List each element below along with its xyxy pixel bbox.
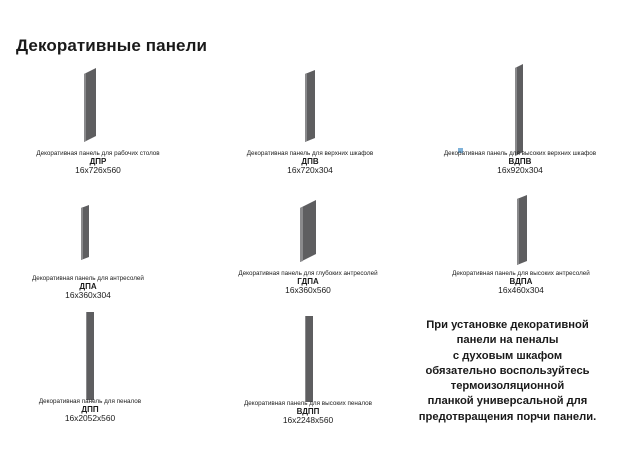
panel-code: ВДПА xyxy=(509,277,533,287)
installation-note: При установке декоративной панели на пеналы с духовым шкафом обязательно воспользуйтесь термоизоляционной планкой универсальной для предотвращения порчи панели. xyxy=(418,319,597,423)
panel-description: Декоративная панель для пеналов xyxy=(38,398,142,405)
panel-size: 16х726х560 xyxy=(75,165,121,176)
panel-code: ВДПВ xyxy=(508,157,532,167)
panel-code: ДПР xyxy=(89,157,107,167)
panel-size: 16х360х560 xyxy=(285,285,331,296)
panel-image-dpr xyxy=(78,68,102,142)
panel-image-dpp xyxy=(85,312,95,400)
panel-code: ДПП xyxy=(81,405,99,415)
panel-image-dpa xyxy=(78,205,92,260)
panel-caption-gdpa xyxy=(208,270,408,296)
panel-size: 16х920х304 xyxy=(497,165,543,176)
panel-description: Декоративная панель для глубоких антресолей xyxy=(238,270,378,277)
panel-code: ГДПА xyxy=(297,277,319,287)
panel-caption-dpv xyxy=(210,150,410,176)
panel-image-vdpp xyxy=(304,316,314,402)
panel-size: 16х460х304 xyxy=(498,285,544,296)
panel-description: Декоративная панель для высоких верхних шкафов xyxy=(443,150,597,157)
panel-description: Декоративная панель для рабочих столов xyxy=(36,150,160,157)
panel-code: ДПВ xyxy=(301,157,319,167)
panel-caption-vdpp xyxy=(208,400,408,426)
panel-image-dpv xyxy=(301,70,319,142)
panel-caption-dpp xyxy=(0,398,190,424)
panel-description: Декоративная панель для высоких антресолей xyxy=(452,270,590,277)
panel-code: ДПА xyxy=(79,282,97,292)
panel-image-vdpv xyxy=(513,64,525,156)
panel-image-gdpa xyxy=(296,200,320,262)
panel-description: Декоративная панель для верхних шкафов xyxy=(246,150,374,157)
panel-caption-dpa xyxy=(0,275,188,301)
panel-caption-vdpa xyxy=(421,270,621,296)
panel-image-vdpa xyxy=(514,195,530,265)
panel-code: ВДПП xyxy=(296,407,320,417)
panel-size: 16х720х304 xyxy=(287,165,333,176)
panel-description: Декоративная панель для высоких пеналов xyxy=(244,400,372,407)
panel-caption-vdpv xyxy=(420,150,620,176)
page-title: Декоративные панели xyxy=(16,36,208,55)
panel-size: 16х360х304 xyxy=(65,290,111,301)
panel-caption-dpr xyxy=(0,150,198,176)
panel-size: 16х2052х560 xyxy=(64,413,116,424)
panel-description: Декоративная панель для антресолей xyxy=(32,275,144,282)
panel-size: 16х2248х560 xyxy=(282,415,334,426)
